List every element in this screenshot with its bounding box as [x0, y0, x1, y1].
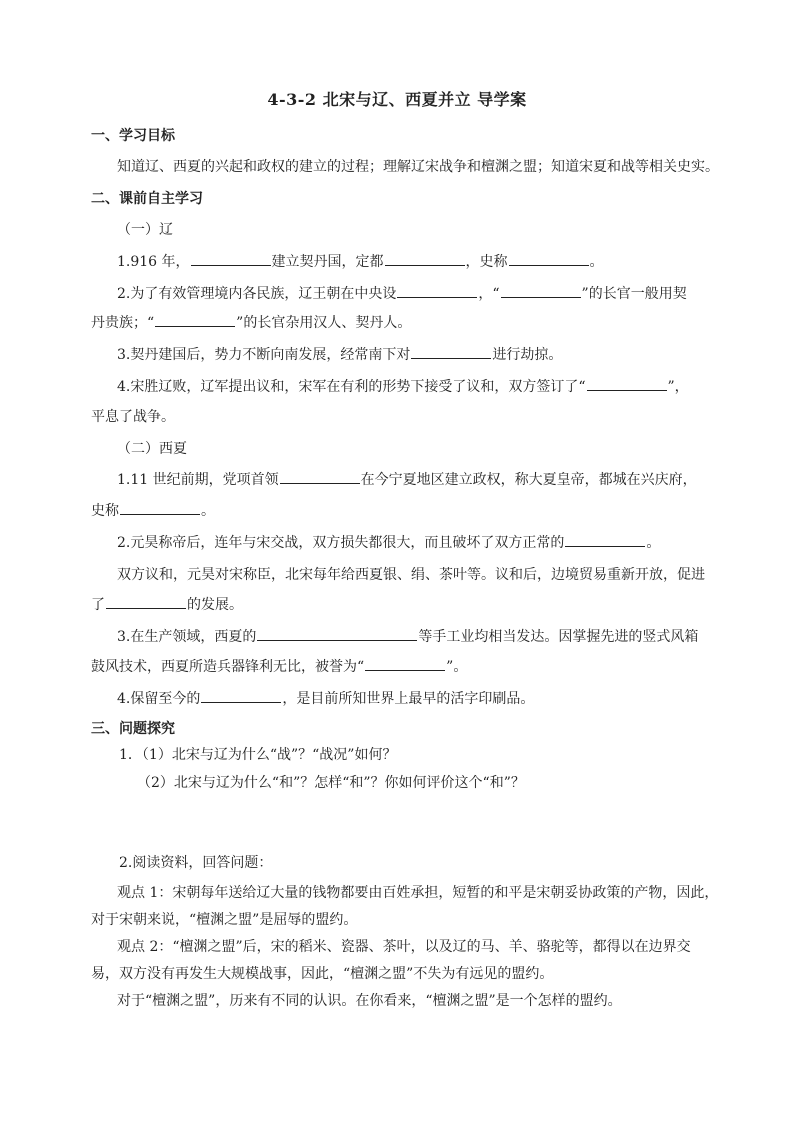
answer-blank[interactable] [565, 533, 645, 547]
viewpoint-1-cont: 对于宋朝来说，“檀渊之盟”是屈辱的盟约。 [91, 912, 358, 928]
answer-blank[interactable] [257, 627, 417, 641]
answer-blank[interactable] [509, 252, 589, 266]
inquiry-question-1b: （2）北宋与辽为什么“和”？怎样“和”？你如何评价这个“和”？ [137, 775, 525, 791]
answer-blank[interactable] [201, 689, 281, 703]
xixia-peace-text: 双方议和，元昊对宋称臣，北宋每年给西夏银、绢、茶叶等。议和后，边境贸易重新开放，促进 [117, 567, 705, 583]
text: ，史称 [465, 254, 508, 270]
text: 建立契丹国，定都 [271, 254, 384, 270]
text: 4.保留至今的 [117, 691, 201, 707]
answer-blank[interactable] [106, 595, 186, 609]
text: ”， [667, 379, 689, 395]
page-title: 4-3-2 北宋与辽、西夏并立 导学案 [267, 90, 527, 109]
text: 1.916 年， [117, 254, 190, 270]
text: ”的长官一般用契 [581, 286, 687, 302]
liao-question-4-cont: 平息了战争。 [91, 409, 175, 425]
subheading-xixia: （二）西夏 [117, 441, 187, 457]
viewpoint-2-cont: 易，双方没有再发生大规模战事，因此，“檀渊之盟”不失为有远见的盟约。 [91, 966, 554, 982]
section-heading-goals: 一、学习目标 [91, 128, 175, 144]
text: 的发展。 [187, 597, 243, 613]
text: ，是目前所知世界上最早的活字印刷品。 [282, 691, 535, 707]
text: 。 [589, 254, 604, 270]
text: ”的长官杂用汉人、契丹人。 [236, 315, 412, 331]
section-heading-inquiry: 三、问题探究 [91, 721, 175, 737]
goals-text: 知道辽、西夏的兴起和政权的建立的过程；理解辽宋战争和檀渊之盟；知道宋夏和战等相关史实。 [117, 159, 719, 175]
xixia-question-3 [117, 626, 698, 646]
answer-blank[interactable] [365, 657, 445, 671]
answer-blank[interactable] [587, 377, 667, 391]
liao-question-1 [117, 251, 604, 271]
text: 4.宋胜辽败，辽军提出议和，宋军在有利的形势下接受了议和，双方签订了“ [117, 379, 586, 395]
text: 了 [91, 597, 105, 613]
answer-blank[interactable] [280, 470, 360, 484]
liao-question-2 [117, 283, 687, 303]
liao-question-2-cont [91, 312, 411, 332]
xixia-question-1-cont [91, 500, 215, 520]
xixia-question-1 [117, 469, 697, 489]
answer-blank[interactable] [191, 252, 271, 266]
inquiry-question-2: 2.阅读资料，回答问题： [119, 855, 273, 871]
section-heading-preview: 二、课前自主学习 [91, 191, 203, 207]
text: 鼓风技术，西夏所造兵器锋利无比，被誉为“ [91, 659, 365, 675]
text: 3.契丹建国后，势力不断向南发展，经常南下对 [117, 347, 411, 363]
xixia-peace-text-cont [91, 594, 243, 614]
xixia-question-2 [117, 532, 660, 552]
text: 进行劫掠。 [492, 347, 563, 363]
viewpoint-2: 观点 2：“檀渊之盟”后，宋的稻米、瓷器、茶叶，以及辽的马、羊、骆驼等，都得以在边界交 [117, 939, 691, 955]
text: 等手工业均相当发达。因掌握先进的竖式风箱 [418, 629, 699, 645]
viewpoint-1: 观点 1：宋朝每年送给辽大量的钱物都要由百姓承担，短暂的和平是宋朝妥协政策的产物，因此， [117, 885, 719, 901]
text: ，“ [478, 286, 500, 302]
inquiry-prompt: 对于“檀渊之盟”，历来有不同的认识。在你看来，“檀渊之盟”是一个怎样的盟约。 [117, 993, 622, 1009]
text: 史称 [91, 503, 119, 519]
inquiry-question-1a: 1．（1）北宋与辽为什么“战”？“战况”如何？ [119, 747, 397, 763]
answer-blank[interactable] [120, 501, 200, 515]
text: 在今宁夏地区建立政权，称大夏皇帝，都城在兴庆府， [360, 472, 697, 488]
answer-blank[interactable] [397, 284, 477, 298]
xixia-question-4 [117, 688, 534, 708]
answer-blank[interactable] [411, 345, 491, 359]
text: ”。 [446, 659, 468, 675]
subheading-liao: （一）辽 [117, 222, 173, 238]
answer-blank[interactable] [155, 313, 235, 327]
text: 1.11 世纪前期，党项首领 [117, 472, 279, 488]
liao-question-4 [117, 376, 689, 396]
text: 2.元昊称帝后，连年与宋交战，双方损失都很大，而且破坏了双方正常的 [117, 535, 565, 551]
text: 。 [646, 535, 661, 551]
answer-blank[interactable] [501, 284, 581, 298]
text: 3.在生产领域，西夏的 [117, 629, 257, 645]
text: 2.为了有效管理境内各民族，辽王朝在中央设 [117, 286, 397, 302]
text: 丹贵族；“ [91, 315, 155, 331]
liao-question-3 [117, 344, 562, 364]
xixia-question-3-cont [91, 656, 467, 676]
answer-blank[interactable] [385, 252, 465, 266]
text: 。 [201, 503, 215, 519]
